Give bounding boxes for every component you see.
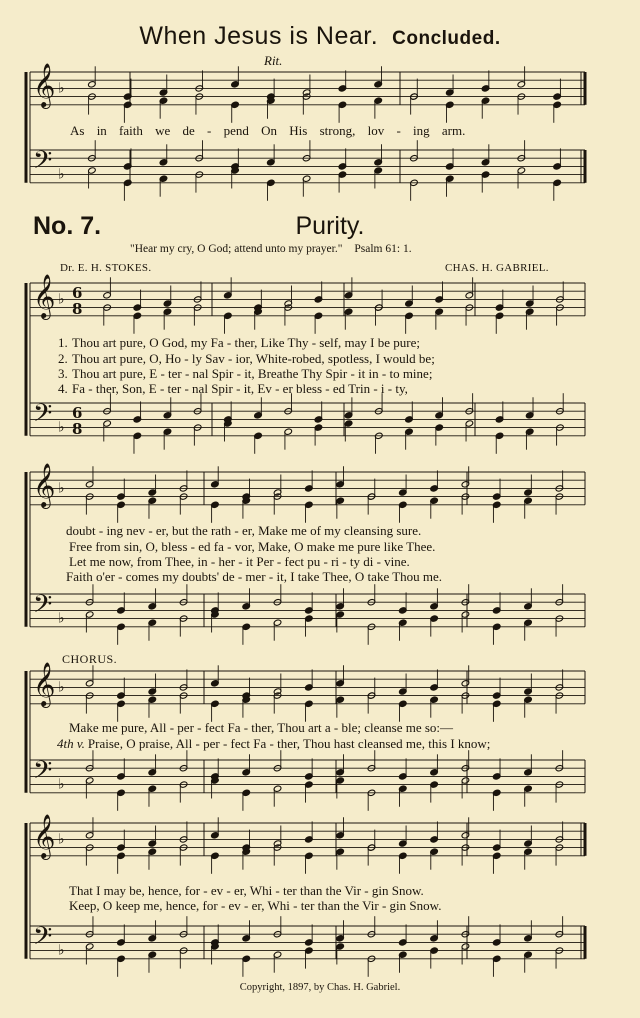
- continued-lyrics: As in faith we de - pend On His strong, lov - ing arm.: [70, 123, 466, 138]
- flat-sign-icon: ♭: [58, 166, 65, 183]
- verse2-line-4: Faith o'er - comes my doubts' de - mer - it, I take Thee, O take Thou me.: [66, 569, 443, 584]
- hymn-title: Purity.: [295, 212, 365, 240]
- treble-clef-icon: 𝄞: [33, 662, 56, 706]
- chorus-line-2: [57, 736, 490, 751]
- time-signature-top: 6: [72, 284, 83, 302]
- chorus-label: CHORUS.: [62, 652, 118, 666]
- flat-sign-icon: ♭: [58, 776, 65, 793]
- verse2-line-1: doubt - ing nev - er, but the rath - er, Make me of my cleansing sure.: [66, 523, 422, 538]
- verse-number: 2.: [58, 351, 68, 366]
- treble-clef-icon: 𝄞: [33, 274, 56, 318]
- verse-number: 1.: [58, 335, 68, 350]
- time-signature-top: 6: [72, 404, 83, 422]
- flat-sign-icon: ♭: [58, 610, 65, 627]
- verse-number: 3.: [58, 366, 68, 381]
- verse-line-4: [58, 381, 408, 396]
- flat-sign-icon: ♭: [58, 480, 65, 497]
- treble-clef-icon: 𝄞: [33, 814, 56, 858]
- flat-sign-icon: ♭: [58, 831, 65, 848]
- flat-sign-icon: ♭: [58, 942, 65, 959]
- verse-text: Fa - ther, Son, E - ter - nal Spir - it, Ev - er bless - ed Trin - i - ty,: [72, 381, 408, 396]
- final-line-1: That I may be, hence, for - ev - er, Whi - ter than the Vir - gin Snow.: [69, 883, 424, 898]
- time-signature-bottom: 8: [72, 420, 83, 438]
- tempo-marking: Rit.: [264, 53, 283, 68]
- concluded-label: Concluded.: [392, 28, 501, 49]
- verse-text: Thou art pure, O God, my Fa - ther, Like Thy - self, may I be pure;: [72, 335, 420, 350]
- copyright: Copyright, 1897, by Chas. H. Gabriel.: [239, 982, 401, 993]
- verse-text: Thou art pure, E - ter - nal Spir - it, Breathe Thy Spir - it in - to mine;: [72, 366, 433, 381]
- verse-line-3: [58, 366, 432, 381]
- verse2-line-3: Let me now, from Thee, in - her - it Per - fect pu - ri - ty di - vine.: [69, 554, 410, 569]
- time-signature-bottom: 8: [72, 300, 83, 318]
- hymn-number: No. 7.: [33, 212, 102, 240]
- epigraph-quote: "Hear my cry, O God; attend unto my prayer.": [130, 243, 343, 255]
- treble-clef-icon: 𝄞: [33, 463, 56, 507]
- fourth-verse-label: 4th v.: [57, 736, 85, 751]
- continued-title-text: When Jesus is Near.: [139, 22, 379, 50]
- chorus-line-2-text: Praise, O praise, All - per - fect Fa - ther, Thou hast cleansed me, this I know;: [87, 736, 491, 751]
- chorus-line-1: Make me pure, All - per - fect Fa - ther, Thou art a - ble; cleanse me so:—: [69, 720, 454, 735]
- final-line-2: Keep, O keep me, hence, for - ev - er, Whi - ter than the Vir - gin Snow.: [69, 898, 442, 913]
- verse-number: 4.: [58, 381, 68, 396]
- bass-clef-icon: 𝄢: [33, 756, 53, 791]
- verse-line-2: [58, 351, 435, 366]
- author-credit: Dr. E. H. STOKES.: [60, 262, 152, 274]
- verse-text: Thou art pure, O, Ho - ly Sav - ior, White-robed, spotless, I would be;: [72, 351, 435, 366]
- flat-sign-icon: ♭: [58, 419, 65, 436]
- flat-sign-icon: ♭: [58, 679, 65, 696]
- treble-clef-icon: 𝄞: [33, 63, 56, 107]
- bass-clef-icon: 𝄢: [33, 399, 53, 434]
- verse-line-1: [58, 335, 420, 350]
- flat-sign-icon: ♭: [58, 291, 65, 308]
- verse2-line-2: Free from sin, O, bless - ed fa - vor, Make, O make me pure like Thee.: [69, 539, 436, 554]
- composer-credit: CHAS. H. GABRIEL.: [445, 262, 549, 274]
- flat-sign-icon: ♭: [58, 80, 65, 97]
- bass-clef-icon: 𝄢: [33, 590, 53, 625]
- bass-clef-icon: 𝄢: [33, 146, 53, 181]
- bass-clef-icon: 𝄢: [33, 922, 53, 957]
- scripture-ref: Psalm 61: 1.: [354, 243, 412, 255]
